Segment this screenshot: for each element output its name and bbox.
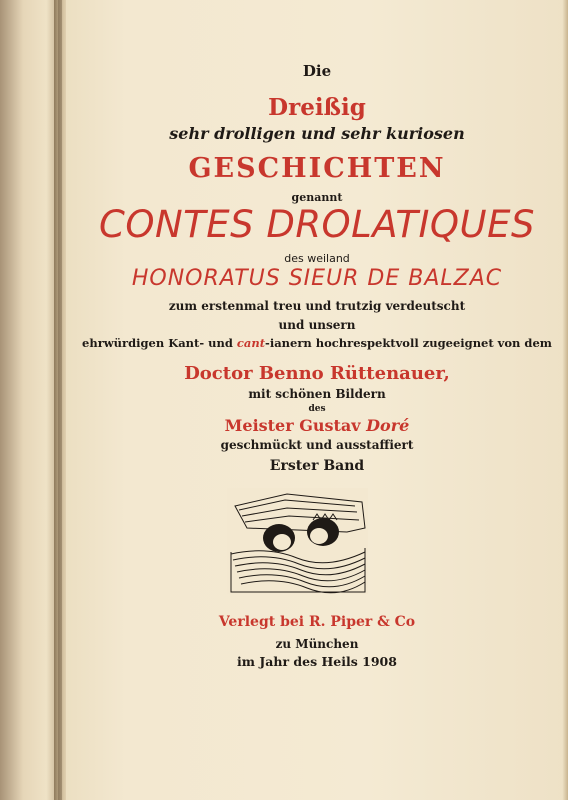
- woodcut-illustration: [227, 488, 368, 594]
- line-translator: Doctor Benno Rüttenauer,: [184, 363, 450, 384]
- line-dedication: [66, 336, 568, 350]
- line-des-weiland: des weiland: [284, 252, 350, 265]
- dedication-post: -ianern hochrespektvoll zugeeignet von dem: [265, 336, 552, 350]
- line-translated: zum erstenmal treu und trutzig verdeutscht: [168, 299, 466, 313]
- line-die: Die: [302, 62, 332, 80]
- page-fold-shadow: [58, 0, 62, 800]
- dedication-cant: cant: [236, 336, 266, 350]
- line-und-unsern: und unsern: [278, 318, 356, 332]
- line-publisher: Verlegt bei R. Piper & Co: [218, 614, 416, 630]
- line-des: des: [308, 404, 326, 414]
- line-geschichten: GESCHICHTEN: [188, 153, 446, 184]
- line-contes-drolatiques: CONTES DROLATIQUES: [99, 203, 535, 246]
- line-year: im Jahr des Heils 1908: [237, 654, 397, 669]
- facing-page: [0, 0, 58, 800]
- line-subtitle: sehr drolligen und sehr kuriosen: [169, 124, 465, 143]
- line-geschmueckt: geschmückt und ausstaffiert: [220, 438, 414, 452]
- illustrator-name: Doré: [366, 416, 410, 435]
- line-author: HONORATUS SIEUR DE BALZAC: [131, 266, 503, 291]
- line-illustrator: [66, 416, 568, 435]
- dedication-pre: ehrwürdigen Kant- und: [82, 336, 237, 350]
- illustrator-pre: Meister Gustav: [224, 416, 367, 435]
- line-city: zu München: [275, 637, 359, 651]
- line-dreissig: Dreißig: [268, 94, 366, 121]
- line-mit-bildern: mit schönen Bildern: [248, 387, 386, 401]
- line-genannt: genannt: [291, 191, 343, 204]
- line-volume: Erster Band: [269, 458, 365, 474]
